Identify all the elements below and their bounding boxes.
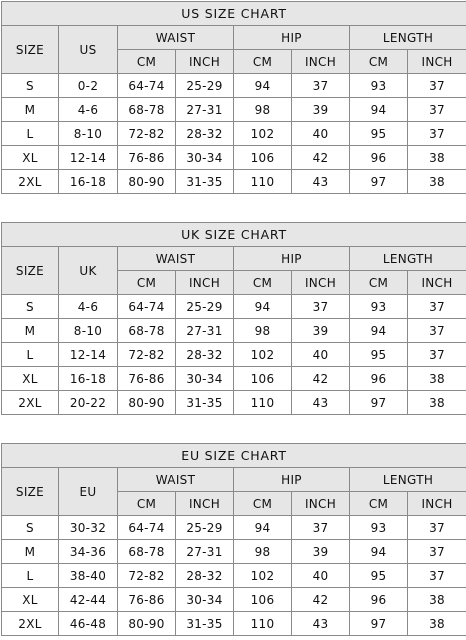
- hip-inch-cell: 43: [292, 612, 350, 636]
- length-inch-header: INCH: [408, 271, 466, 295]
- region-size-cell: 20-22: [59, 391, 118, 415]
- hip-inch-cell: 40: [292, 343, 350, 367]
- region-size-cell: 16-18: [59, 367, 118, 391]
- table-row: [2, 516, 466, 540]
- waist-inch-cell: 30-34: [176, 588, 234, 612]
- table-row: [2, 612, 466, 636]
- eu-size-chart: [1, 443, 466, 636]
- length-cm-cell: 93: [350, 516, 408, 540]
- hip-cm-header: CM: [234, 492, 292, 516]
- waist-inch-header: INCH: [176, 50, 234, 74]
- length-cm-header: CM: [350, 271, 408, 295]
- hip-cm-cell: 106: [234, 367, 292, 391]
- table-row: [2, 391, 466, 415]
- waist-inch-cell: 27-31: [176, 98, 234, 122]
- region-size-cell: 16-18: [59, 170, 118, 194]
- waist-inch-cell: 25-29: [176, 295, 234, 319]
- chart-title: EU SIZE CHART: [2, 444, 466, 468]
- table-row: [2, 146, 466, 170]
- hip-cm-cell: 102: [234, 343, 292, 367]
- waist-header: WAIST: [118, 468, 234, 492]
- length-cm-cell: 97: [350, 170, 408, 194]
- size-cell: 2XL: [2, 391, 59, 415]
- waist-inch-cell: 28-32: [176, 122, 234, 146]
- waist-cm-cell: 72-82: [118, 122, 176, 146]
- hip-cm-cell: 102: [234, 122, 292, 146]
- length-inch-cell: 38: [408, 612, 466, 636]
- length-inch-cell: 38: [408, 170, 466, 194]
- length-cm-header: CM: [350, 50, 408, 74]
- region-size-cell: 46-48: [59, 612, 118, 636]
- region-size-cell: 8-10: [59, 319, 118, 343]
- length-header: LENGTH: [350, 247, 466, 271]
- size-cell: 2XL: [2, 170, 59, 194]
- hip-inch-cell: 39: [292, 319, 350, 343]
- waist-cm-cell: 64-74: [118, 516, 176, 540]
- waist-cm-header: CM: [118, 271, 176, 295]
- size-cell: XL: [2, 588, 59, 612]
- waist-cm-cell: 80-90: [118, 612, 176, 636]
- length-inch-cell: 38: [408, 367, 466, 391]
- hip-inch-cell: 39: [292, 540, 350, 564]
- length-cm-cell: 97: [350, 612, 408, 636]
- length-cm-cell: 94: [350, 540, 408, 564]
- waist-cm-cell: 64-74: [118, 74, 176, 98]
- length-cm-cell: 94: [350, 319, 408, 343]
- waist-inch-cell: 28-32: [176, 343, 234, 367]
- table-row: [2, 295, 466, 319]
- hip-header: HIP: [234, 26, 350, 50]
- region-size-cell: 12-14: [59, 343, 118, 367]
- length-cm-header: CM: [350, 492, 408, 516]
- waist-inch-cell: 31-35: [176, 391, 234, 415]
- hip-inch-cell: 42: [292, 146, 350, 170]
- length-cm-cell: 95: [350, 122, 408, 146]
- table-row: [2, 564, 466, 588]
- waist-cm-cell: 68-78: [118, 540, 176, 564]
- waist-cm-cell: 68-78: [118, 98, 176, 122]
- length-inch-cell: 38: [408, 391, 466, 415]
- hip-cm-cell: 106: [234, 146, 292, 170]
- hip-inch-cell: 43: [292, 170, 350, 194]
- waist-inch-cell: 30-34: [176, 367, 234, 391]
- hip-inch-cell: 37: [292, 74, 350, 98]
- region-size-cell: 4-6: [59, 98, 118, 122]
- size-cell: L: [2, 343, 59, 367]
- length-inch-cell: 37: [408, 122, 466, 146]
- table-row: [2, 122, 466, 146]
- size-header: SIZE: [2, 247, 59, 295]
- hip-inch-cell: 39: [292, 98, 350, 122]
- hip-cm-header: CM: [234, 50, 292, 74]
- length-inch-cell: 37: [408, 343, 466, 367]
- hip-header: HIP: [234, 247, 350, 271]
- length-header: LENGTH: [350, 26, 466, 50]
- size-cell: XL: [2, 367, 59, 391]
- region-size-cell: 38-40: [59, 564, 118, 588]
- length-inch-header: INCH: [408, 50, 466, 74]
- length-inch-cell: 38: [408, 588, 466, 612]
- hip-cm-cell: 110: [234, 170, 292, 194]
- waist-inch-header: INCH: [176, 271, 234, 295]
- table-row: [2, 74, 466, 98]
- size-cell: M: [2, 98, 59, 122]
- waist-cm-cell: 64-74: [118, 295, 176, 319]
- waist-cm-cell: 76-86: [118, 146, 176, 170]
- length-cm-cell: 96: [350, 588, 408, 612]
- hip-inch-header: INCH: [292, 271, 350, 295]
- hip-cm-cell: 98: [234, 319, 292, 343]
- region-size-cell: 30-32: [59, 516, 118, 540]
- table-row: [2, 319, 466, 343]
- length-inch-cell: 37: [408, 74, 466, 98]
- region-size-cell: 42-44: [59, 588, 118, 612]
- length-header: LENGTH: [350, 468, 466, 492]
- region-size-header: US: [59, 26, 118, 74]
- size-cell: M: [2, 540, 59, 564]
- waist-cm-header: CM: [118, 492, 176, 516]
- waist-inch-cell: 27-31: [176, 540, 234, 564]
- waist-cm-cell: 68-78: [118, 319, 176, 343]
- size-cell: S: [2, 295, 59, 319]
- length-cm-cell: 97: [350, 391, 408, 415]
- length-cm-cell: 96: [350, 367, 408, 391]
- waist-header: WAIST: [118, 247, 234, 271]
- region-size-header: UK: [59, 247, 118, 295]
- size-cell: M: [2, 319, 59, 343]
- length-cm-cell: 93: [350, 74, 408, 98]
- hip-inch-cell: 40: [292, 564, 350, 588]
- region-size-cell: 8-10: [59, 122, 118, 146]
- hip-inch-cell: 37: [292, 516, 350, 540]
- waist-inch-cell: 31-35: [176, 170, 234, 194]
- length-inch-cell: 37: [408, 295, 466, 319]
- chart-title: UK SIZE CHART: [2, 223, 466, 247]
- hip-cm-cell: 94: [234, 74, 292, 98]
- size-cell: S: [2, 74, 59, 98]
- region-size-header: EU: [59, 468, 118, 516]
- waist-cm-cell: 80-90: [118, 170, 176, 194]
- table-row: [2, 588, 466, 612]
- hip-cm-cell: 110: [234, 391, 292, 415]
- hip-inch-cell: 42: [292, 588, 350, 612]
- length-inch-cell: 37: [408, 516, 466, 540]
- length-cm-cell: 94: [350, 98, 408, 122]
- chart-title: US SIZE CHART: [2, 2, 466, 26]
- hip-cm-header: CM: [234, 271, 292, 295]
- length-inch-cell: 38: [408, 146, 466, 170]
- waist-cm-cell: 72-82: [118, 564, 176, 588]
- waist-inch-cell: 28-32: [176, 564, 234, 588]
- table-row: [2, 343, 466, 367]
- hip-inch-cell: 37: [292, 295, 350, 319]
- length-cm-cell: 95: [350, 343, 408, 367]
- length-inch-header: INCH: [408, 492, 466, 516]
- hip-inch-header: INCH: [292, 492, 350, 516]
- hip-cm-cell: 98: [234, 98, 292, 122]
- hip-cm-cell: 110: [234, 612, 292, 636]
- hip-cm-cell: 102: [234, 564, 292, 588]
- hip-cm-cell: 94: [234, 295, 292, 319]
- hip-cm-cell: 98: [234, 540, 292, 564]
- length-inch-cell: 37: [408, 540, 466, 564]
- size-header: SIZE: [2, 26, 59, 74]
- length-cm-cell: 95: [350, 564, 408, 588]
- waist-inch-cell: 25-29: [176, 74, 234, 98]
- length-inch-cell: 37: [408, 564, 466, 588]
- hip-inch-cell: 43: [292, 391, 350, 415]
- length-inch-cell: 37: [408, 98, 466, 122]
- size-cell: 2XL: [2, 612, 59, 636]
- waist-inch-cell: 25-29: [176, 516, 234, 540]
- length-inch-cell: 37: [408, 319, 466, 343]
- waist-cm-cell: 72-82: [118, 343, 176, 367]
- hip-inch-cell: 40: [292, 122, 350, 146]
- table-row: [2, 98, 466, 122]
- hip-inch-header: INCH: [292, 50, 350, 74]
- hip-cm-cell: 94: [234, 516, 292, 540]
- waist-header: WAIST: [118, 26, 234, 50]
- waist-inch-cell: 30-34: [176, 146, 234, 170]
- length-cm-cell: 93: [350, 295, 408, 319]
- waist-inch-cell: 27-31: [176, 319, 234, 343]
- size-header: SIZE: [2, 468, 59, 516]
- size-cell: L: [2, 122, 59, 146]
- region-size-cell: 34-36: [59, 540, 118, 564]
- waist-cm-cell: 80-90: [118, 391, 176, 415]
- waist-cm-cell: 76-86: [118, 588, 176, 612]
- table-row: [2, 540, 466, 564]
- waist-cm-cell: 76-86: [118, 367, 176, 391]
- size-cell: S: [2, 516, 59, 540]
- waist-cm-header: CM: [118, 50, 176, 74]
- hip-cm-cell: 106: [234, 588, 292, 612]
- region-size-cell: 0-2: [59, 74, 118, 98]
- waist-inch-cell: 31-35: [176, 612, 234, 636]
- length-cm-cell: 96: [350, 146, 408, 170]
- uk-size-chart: [1, 222, 466, 415]
- waist-inch-header: INCH: [176, 492, 234, 516]
- us-size-chart: [1, 1, 466, 194]
- region-size-cell: 12-14: [59, 146, 118, 170]
- size-cell: XL: [2, 146, 59, 170]
- hip-inch-cell: 42: [292, 367, 350, 391]
- table-row: [2, 367, 466, 391]
- region-size-cell: 4-6: [59, 295, 118, 319]
- size-cell: L: [2, 564, 59, 588]
- table-row: [2, 170, 466, 194]
- hip-header: HIP: [234, 468, 350, 492]
